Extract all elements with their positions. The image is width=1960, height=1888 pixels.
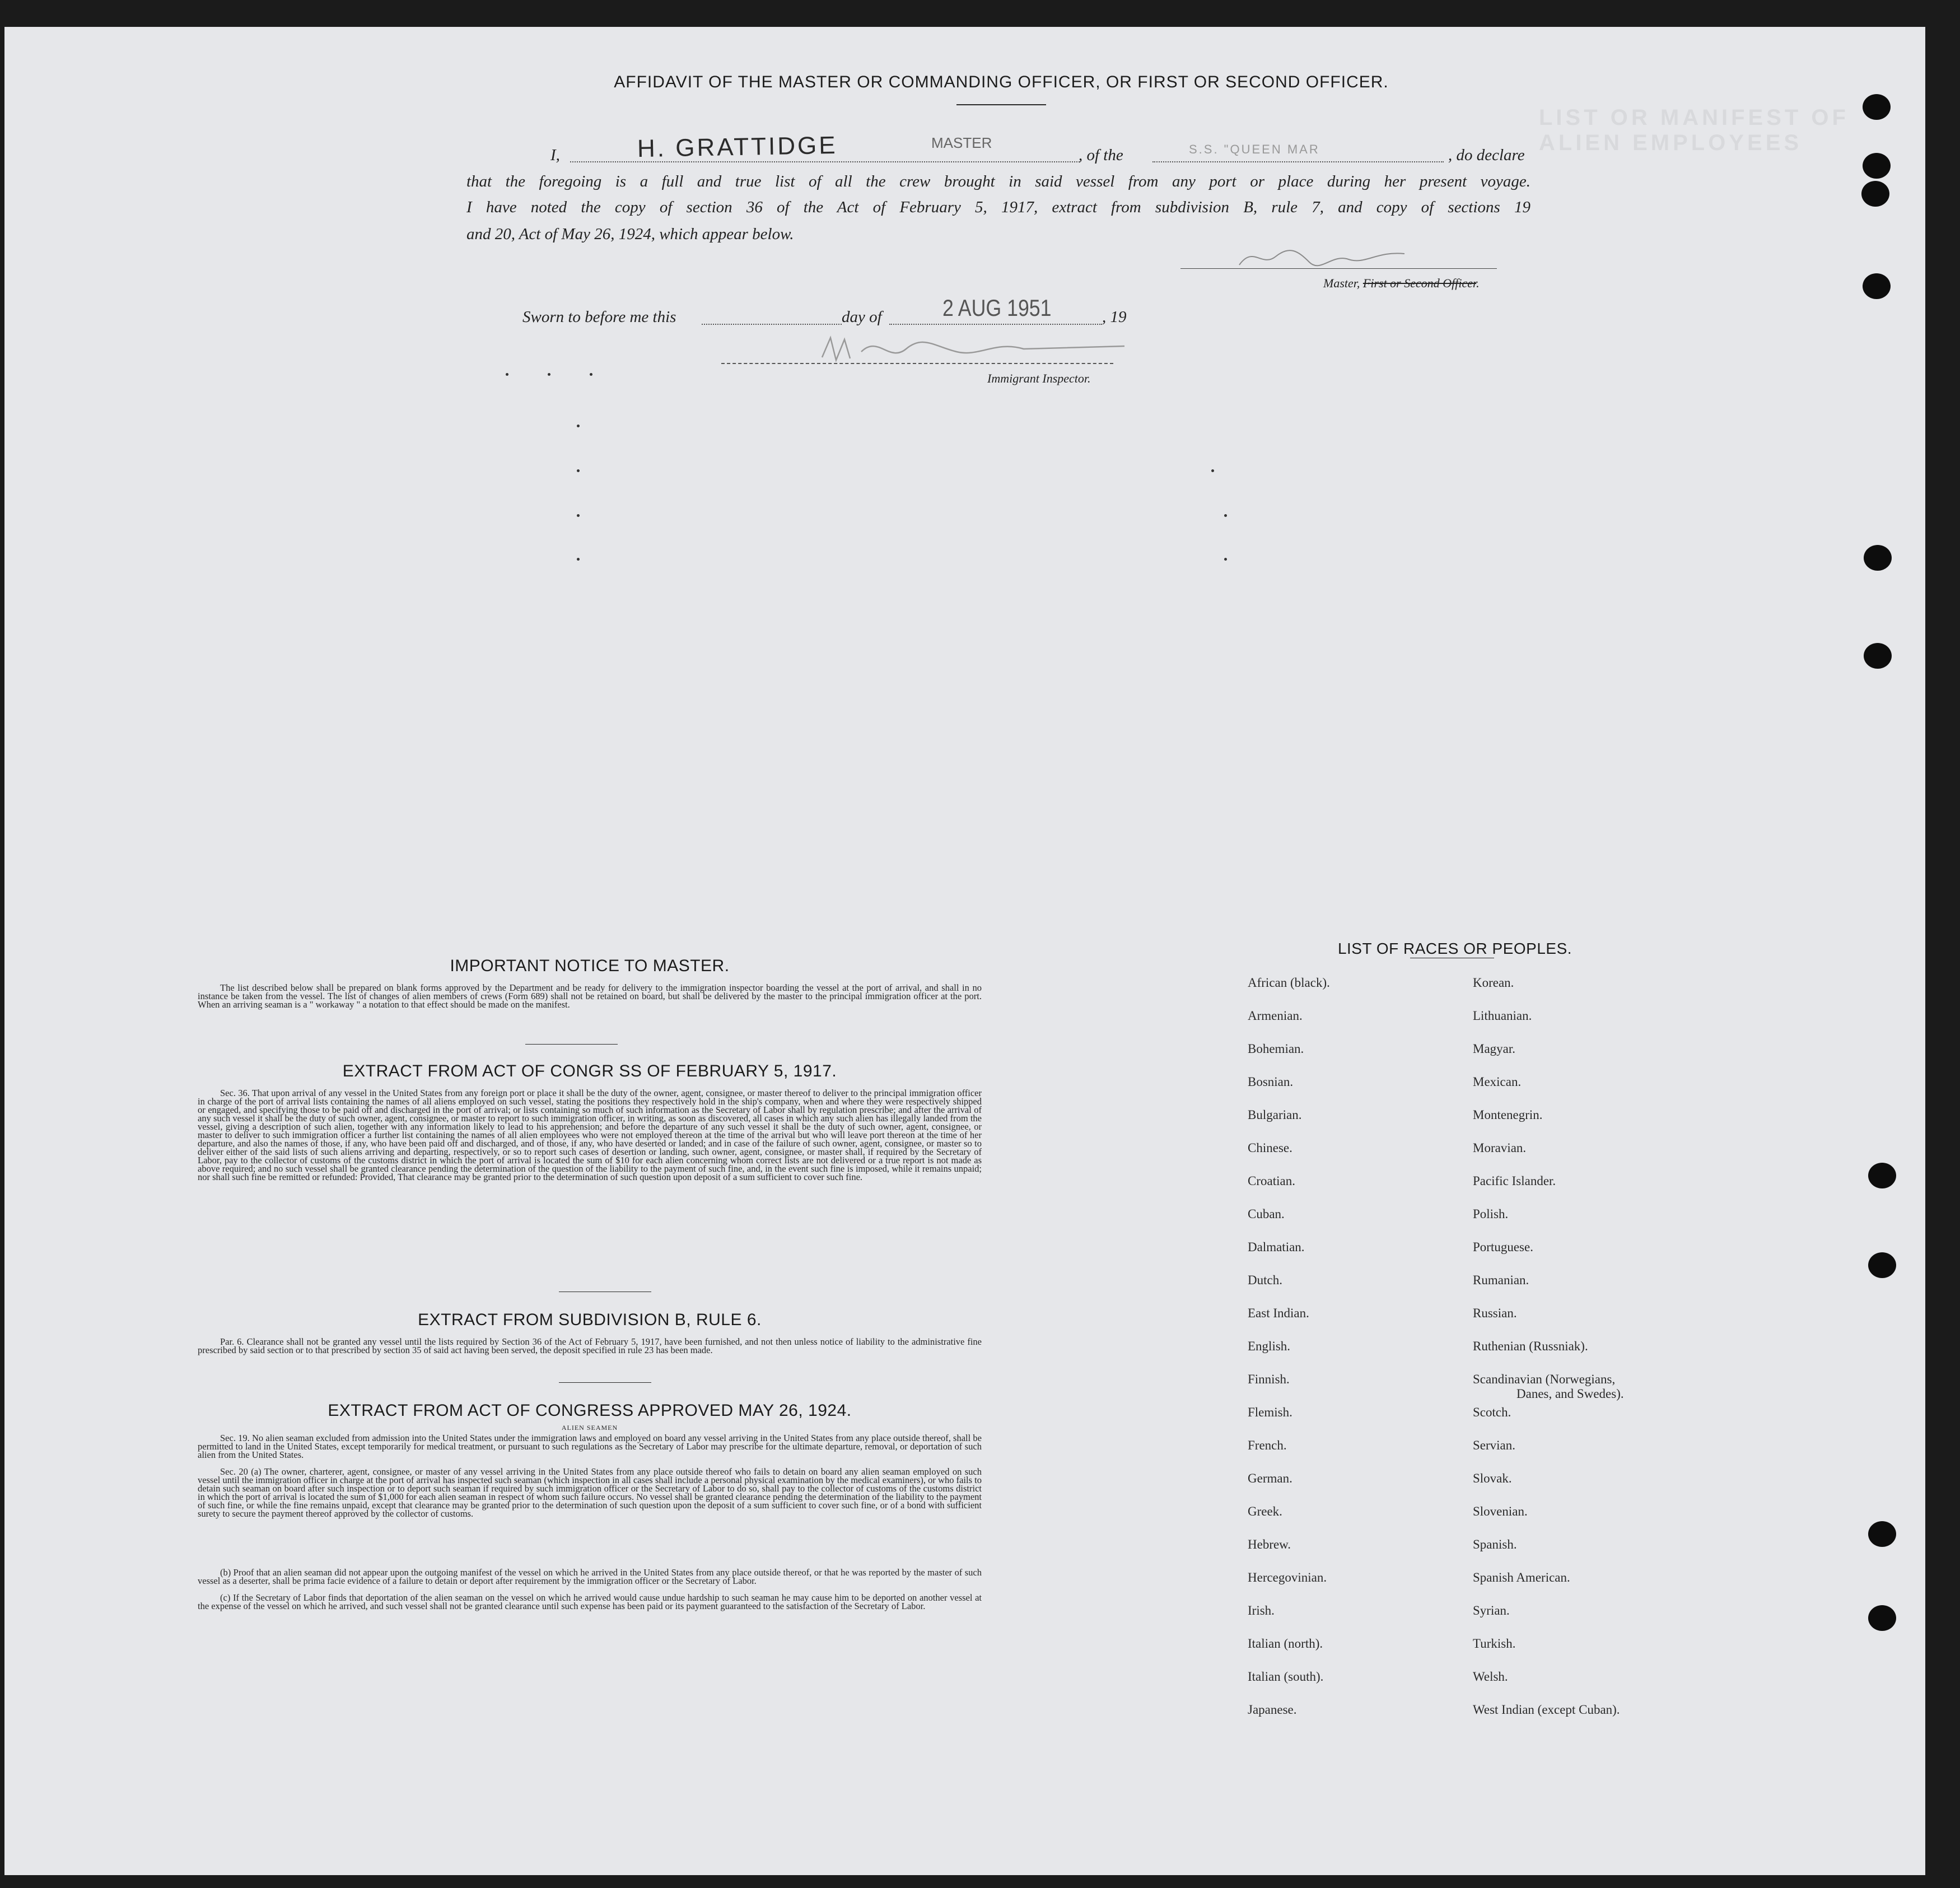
master-signature bbox=[1236, 240, 1416, 273]
race-item: Scotch. bbox=[1473, 1405, 1511, 1419]
subdivision-b-divider bbox=[559, 1382, 651, 1383]
race-item: Russian. bbox=[1473, 1306, 1517, 1320]
notice-text: The list described below shall be prepared on blank forms approved by the Department and be ready for delivery to the immigration inspector boarding the vessel at the port of arrival, and shall in no instance be taken from the vessel. The list of changes of alien members of crews (Form 689) shall not be retained on board, but shall be delivered by the master to the principal immigration officer at the port. When an arriving seaman is a " workaway " a notation to that effect should be made on the manifest. bbox=[198, 982, 982, 1010]
binder-hole bbox=[1864, 643, 1892, 669]
race-item: Dalmatian. bbox=[1248, 1240, 1305, 1254]
race-item: Korean. bbox=[1473, 976, 1514, 990]
master-name-handwritten: H. GRATTIDGE bbox=[637, 131, 838, 163]
binder-hole bbox=[1868, 1605, 1896, 1631]
race-item: Chinese. bbox=[1248, 1141, 1292, 1155]
race-item: Bohemian. bbox=[1248, 1042, 1304, 1056]
binder-hole bbox=[1868, 1521, 1896, 1547]
race-item: West Indian (except Cuban). bbox=[1473, 1703, 1620, 1717]
affidavit-line-3: and 20, Act of May 26, 1924, which appear below. bbox=[466, 225, 794, 243]
bleed-through-text: LIST OR MANIFEST OF ALIEN EMPLOYEES bbox=[1539, 105, 1849, 155]
race-item: Scandinavian (Norwegians, bbox=[1473, 1372, 1616, 1386]
speck bbox=[577, 469, 580, 472]
race-item: German. bbox=[1248, 1471, 1292, 1485]
speck bbox=[506, 373, 508, 376]
race-item-continuation: Danes, and Swedes). bbox=[1516, 1387, 1624, 1401]
race-item: Magyar. bbox=[1473, 1042, 1516, 1056]
race-item: Montenegrin. bbox=[1473, 1108, 1543, 1122]
vessel-line bbox=[1152, 161, 1444, 162]
race-item: Turkish. bbox=[1473, 1637, 1516, 1651]
race-item: Cuban. bbox=[1248, 1207, 1285, 1221]
speck bbox=[590, 373, 592, 376]
race-item: Ruthenian (Russniak). bbox=[1473, 1339, 1588, 1353]
race-item: Spanish. bbox=[1473, 1537, 1517, 1551]
race-item: Servian. bbox=[1473, 1438, 1516, 1452]
sworn-day-line bbox=[702, 324, 842, 325]
affidavit-line-1: that the foregoing is a full and true list of all the crew brought in said vessel from any port or place during her present voyage. bbox=[466, 173, 1530, 190]
race-item: Hebrew. bbox=[1248, 1537, 1291, 1551]
day-of-label: day of bbox=[842, 308, 882, 326]
binder-hole bbox=[1868, 1163, 1896, 1188]
race-item: Italian (north). bbox=[1248, 1637, 1323, 1651]
speck bbox=[1211, 469, 1214, 472]
race-item: Moravian. bbox=[1473, 1141, 1527, 1155]
inspector-caption: Immigrant Inspector. bbox=[987, 371, 1091, 385]
extract-1924-title: EXTRACT FROM ACT OF CONGRESS APPROVED MAY 26, 1924. bbox=[328, 1401, 852, 1420]
vessel-stamp: S.S. "QUEEN MAR bbox=[1189, 142, 1320, 156]
notice-divider bbox=[525, 1044, 618, 1045]
race-item: Irish. bbox=[1248, 1603, 1275, 1617]
sec20b-text: (b) Proof that an alien seaman did not appear upon the outgoing manifest of the vessel on which he arrived in the United States from any place outside thereof, or that he was reported by the master of such vessel as a deserter, shall be prima facie evidence of a failure to detain or deport after requirement by the immigration officer or the Secretary of Labor. bbox=[198, 1567, 982, 1586]
speck bbox=[1224, 514, 1227, 517]
affidavit-title: AFFIDAVIT OF THE MASTER OR COMMANDING OFFICER, OR FIRST OR SECOND OFFICER. bbox=[614, 73, 1389, 91]
race-item: Slovenian. bbox=[1473, 1504, 1528, 1518]
binder-hole bbox=[1863, 273, 1891, 299]
sworn-label: Sworn to before me this bbox=[522, 308, 676, 326]
race-item: Flemish. bbox=[1248, 1405, 1292, 1419]
race-item: Dutch. bbox=[1248, 1273, 1282, 1287]
sec20a-text: Sec. 20 (a) The owner, charterer, agent, consignee, or master of any vessel arriving in the United States from any place outside thereof who fails to detain on board any alien seaman employed on such vessel until the immigration officer in charge at the port of arrival has inspected such seaman (which inspection in all cases shall include a personal physical examination by the medical examiners), or who fails to detain such seaman on board after such inspection or to deport such seaman if required by such immigration officer or the Secretary of Labor to do so, shall pay to the collector of customs of the customs district in which the port of arrival is located the sum of $1,000 for each alien seaman in respect of whom such failure occurs. No vessel shall be granted clearance pending the determination of the liability to the payment of such fine, or while the fine remains unpaid, except that clearance may be granted prior to the determination of such question upon the deposit of a sum sufficient to cover such fine, or of a bond with sufficient surety to secure the payment thereof approved by the collector of customs. bbox=[198, 1466, 982, 1519]
date-stamp: 2 AUG 1951 bbox=[942, 295, 1052, 321]
alien-seamen-subtitle: ALIEN SEAMEN bbox=[561, 1424, 618, 1432]
race-item: Pacific Islander. bbox=[1473, 1174, 1556, 1188]
caption-period: . bbox=[1476, 276, 1480, 290]
race-item: English. bbox=[1248, 1339, 1291, 1353]
race-item: Italian (south). bbox=[1248, 1670, 1324, 1684]
race-item: Armenian. bbox=[1248, 1009, 1303, 1023]
of-the-label: , of the bbox=[1079, 146, 1123, 164]
race-item: Hercegovinian. bbox=[1248, 1570, 1327, 1584]
race-item: African (black). bbox=[1248, 976, 1330, 990]
title-underline bbox=[956, 104, 1046, 105]
extract-1917-title: EXTRACT FROM ACT OF CONGR SS OF FEBRUARY 5, 1917. bbox=[342, 1062, 837, 1080]
speck bbox=[577, 425, 580, 427]
race-item: Greek. bbox=[1248, 1504, 1282, 1518]
subdivision-b-title: EXTRACT FROM SUBDIVISION B, RULE 6. bbox=[418, 1311, 762, 1329]
race-item: Slovak. bbox=[1473, 1471, 1512, 1485]
race-item: Bulgarian. bbox=[1248, 1108, 1302, 1122]
race-item: Welsh. bbox=[1473, 1670, 1508, 1684]
race-item: Polish. bbox=[1473, 1207, 1509, 1221]
year-prefix: , 19 bbox=[1102, 308, 1127, 326]
race-item: Finnish. bbox=[1248, 1372, 1290, 1386]
caption-struck-officer: First or Second Officer bbox=[1362, 276, 1477, 290]
rank-stamp: MASTER bbox=[931, 134, 992, 151]
race-item: Portuguese. bbox=[1473, 1240, 1533, 1254]
sec20c-text: (c) If the Secretary of Labor finds that deportation of the alien seaman on the vessel on which he arrived would cause undue hardship to such seaman he may cause him to be deported on another vessel at the expense of the vessel on which he arrived, and such vessel shall not be granted clearance until such expense has been paid or its payment guaranteed to the satisfaction of the Secretary of Labor. bbox=[198, 1592, 982, 1611]
race-item: Mexican. bbox=[1473, 1075, 1522, 1089]
subdivision-b-text: Par. 6. Clearance shall not be granted any vessel until the lists required by Section 36 of the Act of February 5, 1917, have been furnished, and not then unless notice of liability to the administrative fine prescribed by said section or to that prescribed by section 35 of said act having been served, the deposit specified in rule 23 has been made. bbox=[198, 1336, 982, 1355]
race-item: Spanish American. bbox=[1473, 1570, 1570, 1584]
race-item: Lithuanian. bbox=[1473, 1009, 1532, 1023]
do-declare-label: , do declare bbox=[1448, 146, 1525, 164]
race-item: Syrian. bbox=[1473, 1603, 1510, 1617]
sec19-text: Sec. 19. No alien seaman excluded from admission into the United States under the immigration laws and employed on board any vessel arriving in the United States from any place outside thereof, shall be permitted to land in the United States, except temporarily for medical treatment, or pursuant to such regulations as the Secretary of Labor may prescribe for the ultimate departure, removal, or deportation of such alien from the United States. bbox=[198, 1433, 982, 1460]
binder-hole bbox=[1863, 94, 1891, 120]
speck bbox=[577, 558, 580, 561]
binder-hole bbox=[1861, 181, 1889, 207]
caption-master: Master, bbox=[1323, 276, 1363, 290]
extract-1917-text: Sec. 36. That upon arrival of any vessel in the United States from any foreign port or place it shall be the duty of the owner, agent, consignee, or master thereof to deliver to the principal immigration officer in charge of the port of arrival lists containing the names of all aliens employed on such vessel, stating the positions they respectively hold in the ship's company, when and where they were respectively shipped or engaged, and specifying those to be paid off and discharged in the port of arrival; or lists containing so much of such information as the Secretary of Labor shall by regulation prescribe; and after the arrival of any such vessel it shall be the duty of such owner, agent, consignee, or master to report to such immigration officer, in writing, as soon as discovered, all cases in which any such alien has illegally landed from the vessel, giving a description of such alien, together with any information likely to lead to his apprehension; and before the departure of any such vessel it shall be the duty of such owner, agent, consignee, or master to deliver to such immigration officer a further list containing the names of all alien employees who were not employed thereon at the time of the arrival but who will leave port thereon at the time of her departure, and also the names of those, if any, who have been paid off and discharged, and of those, if any, who have deserted or landed; and in case of the failure of such owner, agent, consignee, or master so to deliver either of the said lists of such aliens arriving and departing, respectively, or so to report such cases of desertion or landing, such owner, agent, consignee, or master shall, if required by the Secretary of Labor, pay to the collector of customs of the customs district in which the port of arrival is located the sum of $10 for each alien concerning whom correct lists are not delivered or a true report is not made as above required; and no such vessel shall be granted clearance pending the determination of the question of the liability to the payment of such fine, and, in the event such fine is imposed, while it remains unpaid; nor shall such fine be remitted or refunded: Provided, That clearance may be granted prior to the determination of such question upon deposit of a sum sufficient to cover such fine. bbox=[198, 1088, 982, 1182]
binder-hole bbox=[1864, 545, 1892, 571]
sworn-month-line bbox=[889, 324, 1102, 325]
signature-caption bbox=[1323, 276, 1480, 291]
inspector-line bbox=[721, 363, 1113, 364]
i-label: I, bbox=[550, 146, 560, 164]
race-item: Bosnian. bbox=[1248, 1075, 1294, 1089]
speck bbox=[548, 373, 550, 376]
race-item: East Indian. bbox=[1248, 1306, 1309, 1320]
binder-hole bbox=[1868, 1252, 1896, 1278]
notice-title: IMPORTANT NOTICE TO MASTER. bbox=[450, 957, 730, 975]
document-page bbox=[4, 27, 1925, 1875]
race-item: Japanese. bbox=[1248, 1703, 1297, 1717]
race-item: Croatian. bbox=[1248, 1174, 1295, 1188]
races-title: LIST OF RACES OR PEOPLES. bbox=[1337, 940, 1572, 957]
binder-hole bbox=[1863, 153, 1891, 179]
speck bbox=[577, 514, 580, 517]
affidavit-line-2: I have noted the copy of section 36 of the Act of February 5, 1917, extract from subdivision B, rule 7, and copy of sections 19 bbox=[466, 198, 1530, 216]
race-item: Rumanian. bbox=[1473, 1273, 1529, 1287]
speck bbox=[1224, 558, 1227, 561]
race-item: French. bbox=[1248, 1438, 1287, 1452]
